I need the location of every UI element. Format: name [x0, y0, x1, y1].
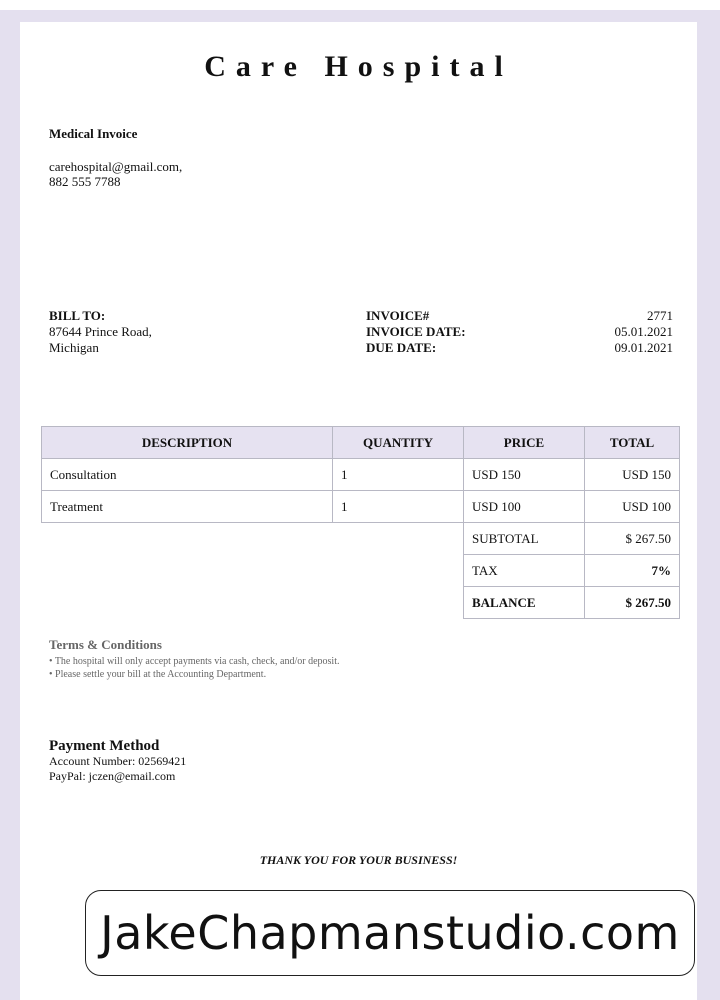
contact-email: carehospital@gmail.com, [49, 159, 183, 174]
bill-to-address-line1: 87644 Prince Road, [49, 324, 152, 339]
line-items-table [41, 426, 680, 619]
balance-value: $ 267.50 [585, 587, 680, 619]
invoice-date-label: INVOICE DATE: [366, 324, 466, 339]
payment-account: Account Number: 02569421 [49, 754, 187, 768]
hospital-name: Care Hospital [204, 50, 513, 83]
tax-row [42, 555, 680, 587]
table-row [42, 459, 680, 491]
balance-label: BALANCE [464, 587, 585, 619]
tax-label: TAX [464, 555, 585, 587]
bill-to-block [49, 308, 152, 356]
invoice-meta-values [615, 308, 674, 356]
row-quantity: 1 [333, 491, 464, 523]
row-description: Consultation [42, 459, 333, 491]
table-row [42, 491, 680, 523]
watermark-text: JakeChapmanstudio.com [100, 906, 680, 960]
header-description: DESCRIPTION [42, 427, 333, 459]
bill-to-heading: BILL TO: [49, 308, 106, 323]
thank-you-note: THANK YOU FOR YOUR BUSINESS! [259, 853, 458, 867]
row-quantity: 1 [333, 459, 464, 491]
invoice-meta-labels [366, 308, 466, 356]
payment-section [49, 739, 186, 784]
document-type: Medical Invoice [49, 126, 138, 141]
empty-cell [42, 555, 464, 587]
row-description: Treatment [42, 491, 333, 523]
header-quantity: QUANTITY [333, 427, 464, 459]
top-margin-strip [0, 0, 720, 10]
empty-cell [42, 587, 464, 619]
row-total: USD 150 [585, 459, 680, 491]
header-total: TOTAL [585, 427, 680, 459]
invoice-number: 2771 [647, 308, 673, 323]
terms-heading: Terms & Conditions [49, 637, 162, 652]
due-date-label: DUE DATE: [366, 340, 437, 355]
subtotal-row [42, 523, 680, 555]
bill-to-address-line2: Michigan [49, 340, 99, 355]
row-total: USD 100 [585, 491, 680, 523]
terms-list [49, 655, 339, 681]
row-price: USD 100 [464, 491, 585, 523]
tax-value: 7% [585, 555, 680, 587]
subtotal-value: $ 267.50 [585, 523, 680, 555]
due-date: 09.01.2021 [614, 340, 673, 355]
balance-row [42, 587, 680, 619]
payment-heading: Payment Method [49, 738, 160, 754]
empty-cell [42, 523, 464, 555]
row-price: USD 150 [464, 459, 585, 491]
payment-paypal: PayPal: jczen@email.com [49, 769, 176, 783]
contact-info [49, 159, 182, 189]
list-item: • Please settle your bill at the Accounting Department. [49, 668, 339, 681]
table-header-row [42, 427, 680, 459]
invoice-date: 05.01.2021 [614, 324, 673, 339]
invoice-number-label: INVOICE# [366, 308, 430, 323]
header-price: PRICE [464, 427, 585, 459]
subtotal-label: SUBTOTAL [464, 523, 585, 555]
watermark-banner [85, 890, 695, 976]
list-item: • The hospital will only accept payments via cash, check, and/or deposit. [49, 655, 339, 668]
terms-section [49, 637, 339, 681]
invoice-page [20, 22, 697, 1000]
contact-phone: 882 555 7788 [49, 174, 121, 189]
